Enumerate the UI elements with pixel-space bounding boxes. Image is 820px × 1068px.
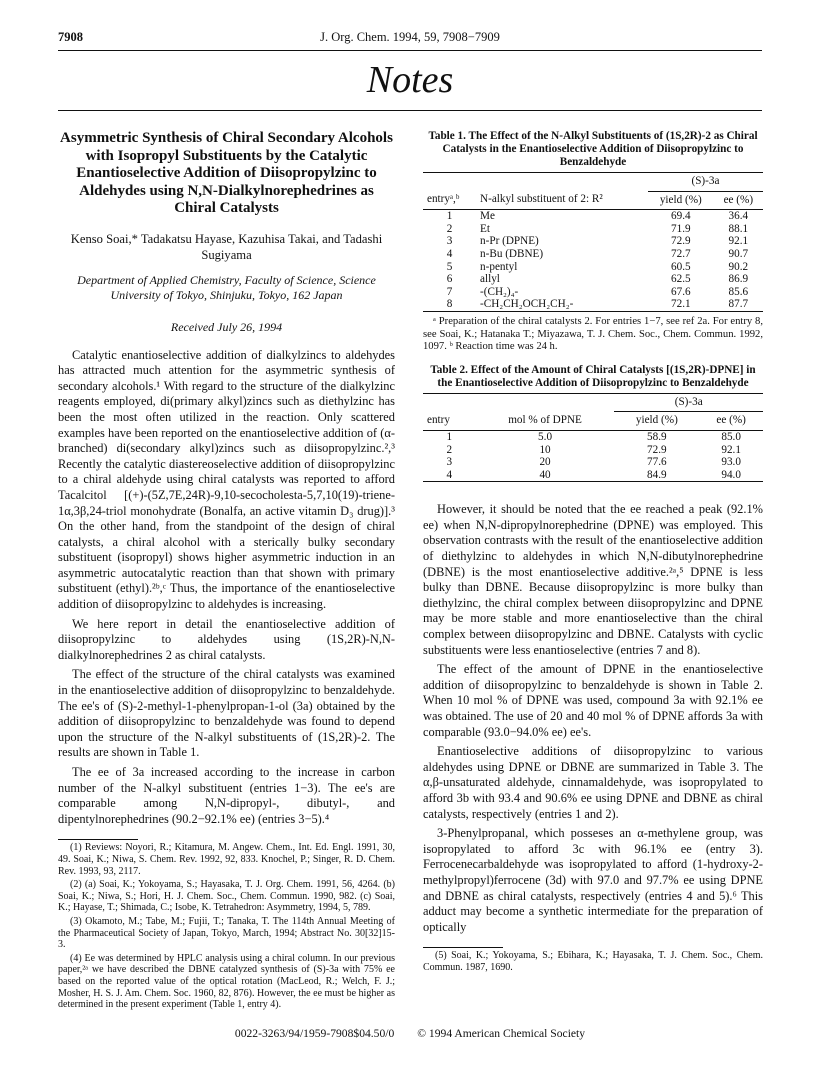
table1-footnote: ᵃ Preparation of the chiral catalysts 2. For entries 1−7, see ref 2a. For entry 8, see Soai, K.; Hatanaka T.; Miyazawa, T. J. Chem. Soc., Chem. Commun. 1992, 1097. ᵇ Reaction time was 24 h. [423,315,763,353]
body-paragraph: 3-Phenylpropanal, which posseses an α-methylene group, was isopropylated to afford 3c with 96.1% ee (entry 3). Ferrocenecarbaldehyde was isopropylated to afford (1-hydroxy-2-methylpropyl)ferrocene (3d) with 97.0 and 97.7% ee using DPNE and DBNE as chiral catalysts, respectively (entries 4 and 5).⁶ This adduct may become a synthetic intermediate for the preparation of optically [423,826,763,934]
footnote: (3) Okamoto, M.; Tabe, M.; Fujii, T.; Tanaka, T. The 114th Annual Meeting of the Pharmaceutical Society of Japan, Tokyo, March, 1994; Abstract No. 30[32]15-3. [58,915,395,951]
body-paragraph: The effect of the structure of the chiral catalysts was examined in the enantioselective addition of diisopropylzinc to benzaldehyde. The ee's of (S)-2-methyl-1-phenylpropan-1-ol (3a) obtained by the addition of diisopropylzinc to benzaldehyde was found to depend upon the structure of the N-alkyl substituents of (1S,2R)-2. The results are shown in Table 1. [58,667,395,760]
table1-col-header: N-alkyl substituent of 2: R² [480,193,603,206]
table2-col-header: mol % of DPNE [508,414,582,427]
table1-col-header: yield (%) [659,193,702,206]
article-code: 0022-3263/94/1959-7908$04.50/0 [234,1027,395,1040]
journal-citation: J. Org. Chem. 1994, 59, 7908−7909 [320,30,500,44]
footnote: (4) Ee was determined by HPLC analysis using a chiral column. In our previous paper,²ᵃ we have described the DBNE catalyzed synthesis of (S)-3a with 75% ee based on the reported value of the optical rotation (MacLeod, R.; Welch, F. J.; Mosher, H. S. J. Am. Chem. Soc. 1960, 82, 876). However, the ee must be higher as determined in the present experiment (Table 1, entry 4). [58,952,395,1011]
table-cell: 93.0 [721,456,741,469]
table-cell: 67.6 [671,285,691,298]
section-title: Notes [366,59,454,101]
table-cell: -(CH₂)₄- [480,285,519,298]
table-cell: 84.9 [647,468,667,481]
table1 [423,172,763,312]
section-rule [58,110,762,111]
authors: Kenso Soai,* Tadakatsu Hayase, Kazuhisa Takai, and Tadashi Sugiyama [70,231,383,262]
table-cell: 85.0 [721,430,741,443]
table-cell: allyl [480,273,500,286]
table-cell: Et [480,222,490,235]
body-paragraph: However, it should be noted that the ee reached a peak (92.1% ee) when N,N-dipropylnorephedrine (DPNE) was employed. This observation contrasts with the result of the enantioselective addition of diethylzinc to aldehydes in which N,N-dibutylnorephedrine (DBNE) is the most enantioselective additive.²ᵃ,⁵ DPNE is less bulky than DBNE. Because diisopropylzinc is more bulky than diethylzinc, the chiral complex between diisopropylzinc and DPNE may be more stable and more enantioselective than the chiral complex between diisopropylzinc and DBNE. Catalysts with cyclic substituents were less enantioselective (entries 7 and 8). [423,502,763,657]
table-cell: 58.9 [647,430,667,443]
table-cell: 20 [539,456,551,469]
footnote: (2) (a) Soai, K.; Yokoyama, S.; Hayasaka, T. J. Org. Chem. 1991, 56, 4264. (b) Soai, K.; Niwa, S.; Hori, H. J. Chem. Soc., Chem. Commun. 1990, 982. (c) Soai, K.; Hayase, T.; Shimada, C.; Isobe, K. Tetrahedron: Asymmetry, 1994, 5, 789. [58,879,395,914]
table1-col-header: entryᵃ,ᵇ [427,193,460,206]
table-cell: 1 [446,430,453,443]
table-row [423,298,763,311]
table2-caption: Table 2. Effect of the Amount of Chiral Catalysts [(1S,2R)-DPNE] in the Enantioselective Addition of Diisopropylzinc to Benzaldehyde [430,363,756,389]
body-paragraph: We here report in detail the enantioselective addition of diisopropylzinc to aldehydes using (1S,2R)-N,N-dialkylnorephedrines 2 as chiral catalysts. [58,616,395,662]
table-row [423,261,763,274]
table-cell: 87.7 [728,298,749,311]
table-row [423,430,763,443]
article-title: Asymmetric Synthesis of Chiral Secondary Alcohols with Isopropyl Substituents by the Catalytic Enantioselective Addition of Diisopropylzinc to Aldehydes using N,N-Dialkylnorephedrines as Chiral Catalysts [60,130,393,217]
copyright: © 1994 American Chemical Society [417,1027,586,1040]
page-footer [0,1027,820,1040]
footnote: (5) Soai, K.; Yokoyama, S.; Ebihara, K.; Hayasaka, T. J. Chem. Soc., Chem. Commun. 1987, 1690. [423,950,763,973]
table-cell: 77.6 [647,456,667,469]
table-row [423,444,763,457]
table-cell: 92.1 [728,235,749,248]
table-cell: 40 [539,468,551,481]
table-cell: n-Pr (DPNE) [480,235,539,248]
table-cell: 4 [446,468,453,481]
received-date: Received July 26, 1994 [170,319,283,334]
table-cell: 5.0 [538,430,553,443]
body-paragraph: The ee of 3a increased according to the increase in carbon number of the N-alkyl substituent (entries 1−3). The ee's are comparable among N,N-dipropyl-, dibutyl-, and dipentylnorephedrines (90.2−92.1% ee) (entries 3−5).⁴ [58,765,395,826]
body-paragraph: The effect of the amount of DPNE in the enantioselective addition of diisopropylzinc to benzaldehyde is shown in Table 2. When 10 mol % of DPNE was used, compound 3a with 92.1% ee was obtained. The use of 20 and 40 mol % of DPNE affords 3a with comparable (93.0−94.0% ee) ee's. [423,662,763,739]
table1-col-header: ee (%) [723,193,754,206]
body-paragraph: Catalytic enantioselective addition of dialkylzincs to aldehydes has attracted much attention for the asymmetric synthesis of secondary alcohols.¹ With regard to the structure of the dialkylzinc reagents employed, di(primary alkyl)zincs such as diethylzinc has been the most often utilized in the reaction. Only scattered examples have been reported on the enantioselective addition of (α-branched) di(secondary alkyl)zincs such as diisopropylzinc.²,³ Recently the catalytic diastereoselective addition of diisopropylzinc to a chiral aldehyde using chiral catalysts was reported to afford Tacalcitol [(+)-(5Z,7E,24R)-9,10-secocholesta-5,7,10(19)-triene-1α,3β,24-triol monohydrate (Bonalfa, an active vitamin D₃ drug)].³ On the other hand, from the standpoint of the design of chiral catalysts, a chiral alcohol with a sterically bulky secondary substituent (isopropyl) shows higher asymmetric induction in an asymmetric autocatalytic reaction than that shown with primary substituent (ethyl).²ᵇ,ᶜ Thus, the importance of the enantioselective addition of diisopropylzinc to aldehydes is increasing. [58,347,395,612]
table-cell: 88.1 [728,222,749,235]
table-row [423,235,763,248]
table-row [423,469,763,482]
table-cell: n-pentyl [480,260,518,273]
page-number: 7908 [58,30,83,44]
table1-caption: Table 1. The Effect of the N-Alkyl Substituents of (1S,2R)-2 as Chiral Catalysts in the Enantioselective Addition of Diisopropylzinc to Benzaldehyde [428,130,758,168]
table-cell: 69.4 [671,210,691,223]
footnote-rule [423,947,503,948]
table-row [423,210,763,223]
table-cell: 10 [539,443,551,456]
table-cell: 4 [446,247,453,260]
table-cell: 92.1 [721,443,741,456]
footnote-rule [58,839,138,840]
table-row [423,273,763,286]
table-cell: 71.9 [671,222,691,235]
table-cell: 2 [446,443,453,456]
table-cell: 90.7 [728,247,749,260]
table-cell: 86.9 [728,273,749,286]
table-cell: 36.4 [728,210,749,223]
table1-group-header: (S)-3a [648,173,763,192]
right-column [423,130,763,974]
table-row [423,286,763,299]
table-cell: 72.9 [671,235,691,248]
footnote: (1) Reviews: Noyori, R.; Kitamura, M. Angew. Chem., Int. Ed. Engl. 1991, 30, 49. Soai, K.; Niwa, S. Chem. Rev. 1992, 92, 833. Knochel, P.; Singer, R. D. Chem. Rev. 1993, 93, 2117. [58,842,395,877]
table-cell: -CH₂CH₂OCH₂CH₂- [480,298,574,311]
table2-col-header: ee (%) [716,414,746,427]
table2 [423,393,763,483]
left-column [58,130,395,1011]
table-cell: n-Bu (DBNE) [480,247,544,260]
table-cell: 7 [446,285,453,298]
table-cell: 3 [446,456,453,469]
table2-group-header: (S)-3a [614,393,763,412]
table-cell: 2 [446,222,453,235]
table-cell: 5 [446,260,453,273]
table-cell: 72.9 [647,443,667,456]
table-cell: 72.1 [671,298,691,311]
table-cell: 8 [446,298,453,311]
table-cell: Me [480,210,495,223]
table2-col-header: entry [427,414,450,427]
table-row [423,248,763,261]
table-row [423,223,763,236]
affiliation: Department of Applied Chemistry, Faculty of Science, Science University of Tokyo, Shinjuku, Tokyo, 162 Japan [77,273,376,302]
body-paragraph: Enantioselective additions of diisopropylzinc to various aldehydes using DPNE or DBNE are summarized in Table 3. The α,β-unsaturated aldehyde, cinnamaldehyde, was isopropylated to afford 3b with 93.4 and 90.6% ee using DPNE and DBNE as chiral catalysts, respectively (entries 1 and 2). [423,744,763,821]
table-cell: 3 [446,235,453,248]
table2-col-header: yield (%) [635,414,678,427]
table-cell: 6 [446,273,453,286]
table-cell: 1 [446,210,453,223]
table-cell: 94.0 [721,468,741,481]
table-cell: 60.5 [671,260,691,273]
running-header [58,30,762,48]
table-cell: 90.2 [728,260,749,273]
table-cell: 85.6 [728,285,749,298]
table-row [423,456,763,469]
header-rule [58,50,762,51]
table-cell: 72.7 [671,247,691,260]
table-cell: 62.5 [671,273,691,286]
